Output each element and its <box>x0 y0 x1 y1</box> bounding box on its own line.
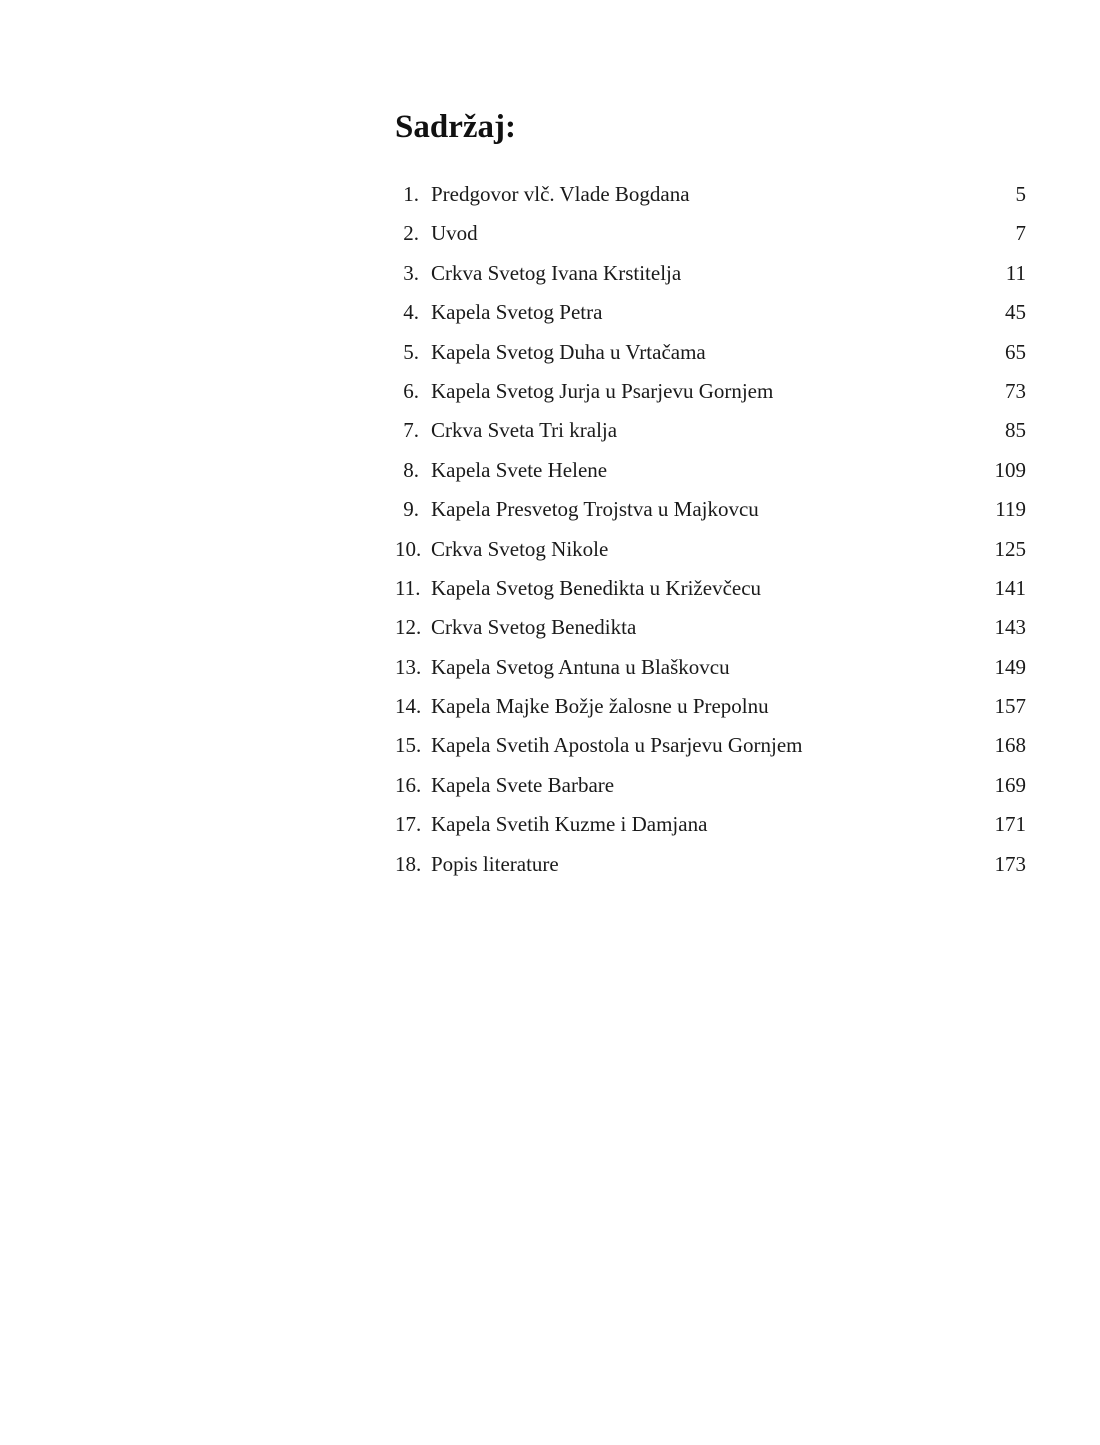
toc-entry-page-number: 7 <box>1015 221 1026 246</box>
toc-entry-title: Kapela Svetog Duha u Vrtačama <box>431 339 706 364</box>
toc-entry-title: Kapela Svetih Apostola u Psarjevu Gornjem <box>431 733 803 758</box>
toc-entry-page-number: 119 <box>995 497 1026 522</box>
toc-entry <box>395 333 1026 372</box>
toc-entry-number: 11. <box>395 575 421 600</box>
toc-entry <box>395 687 1026 726</box>
toc-entry <box>395 766 1026 805</box>
toc-title: Sadržaj: <box>395 109 516 145</box>
toc-entry <box>395 648 1026 687</box>
toc-entry-page-number: 5 <box>1015 182 1026 206</box>
toc-list <box>395 175 1026 884</box>
toc-entry-number: 15. <box>395 733 422 758</box>
toc-entry-number: 5. <box>403 339 419 364</box>
toc-entry-page-number: 169 <box>994 772 1026 797</box>
toc-entry-page-number: 143 <box>994 615 1026 640</box>
toc-entry-number: 13. <box>395 654 422 679</box>
toc-entry <box>395 254 1026 293</box>
toc-entry-title: Kapela Svete Barbare <box>431 772 615 797</box>
toc-entry-page-number: 65 <box>1005 339 1026 364</box>
toc-entry <box>395 175 1026 214</box>
toc-entry-title: Kapela Presvetog Trojstva u Majkovcu <box>431 497 759 522</box>
toc-entry <box>395 845 1026 884</box>
toc-entry <box>395 805 1026 844</box>
toc-entry-page-number: 157 <box>994 694 1026 719</box>
toc-entry-page-number: 45 <box>1005 300 1026 325</box>
toc-entry-number: 17. <box>395 812 422 837</box>
toc-entry-number: 14. <box>395 694 422 719</box>
toc-entry-number: 9. <box>403 497 419 522</box>
toc-entry-title: Predgovor vlč. Vlade Bogdana <box>431 182 690 206</box>
toc-entry-title: Uvod <box>431 221 478 246</box>
toc-entry-title: Kapela Svetog Petra <box>431 300 603 325</box>
toc-entry <box>395 726 1026 765</box>
toc-entry <box>395 293 1026 332</box>
toc-entry-number: 8. <box>403 457 419 482</box>
toc-entry-number: 1. <box>403 182 419 206</box>
toc-entry-title: Crkva Svetog Nikole <box>431 536 609 561</box>
toc-entry <box>395 569 1026 608</box>
toc-entry <box>395 451 1026 490</box>
toc-entry <box>395 411 1026 450</box>
toc-entry-number: 16. <box>395 772 422 797</box>
toc-entry-page-number: 85 <box>1005 418 1026 443</box>
toc-entry <box>395 530 1026 569</box>
toc-entry-title: Kapela Svetih Kuzme i Damjana <box>431 812 708 837</box>
toc-entry-number: 18. <box>395 851 422 876</box>
toc-entry-number: 12. <box>395 615 422 640</box>
toc-entry-page-number: 125 <box>994 536 1026 561</box>
toc-entry-title: Kapela Svetog Jurja u Psarjevu Gornjem <box>431 378 774 403</box>
toc-entry <box>395 214 1026 253</box>
toc-entry-number: 2. <box>403 221 419 246</box>
toc-entry-title: Kapela Svete Helene <box>431 457 608 482</box>
toc-entry-page-number: 11 <box>1005 260 1026 285</box>
toc-entry-title: Kapela Svetog Benedikta u Križevčecu <box>431 575 762 600</box>
toc-entry-number: 3. <box>403 260 419 285</box>
toc-entry-number: 7. <box>403 418 419 443</box>
toc-entry-title: Crkva Svetog Benedikta <box>431 615 637 640</box>
toc-entry-page-number: 73 <box>1005 378 1026 403</box>
table-of-contents <box>395 104 1026 876</box>
toc-entry-title: Kapela Svetog Antuna u Blaškovcu <box>431 654 730 679</box>
toc-entry <box>395 490 1026 529</box>
toc-entry-page-number: 109 <box>994 457 1026 482</box>
toc-entry-number: 6. <box>403 378 419 403</box>
toc-entry-title: Kapela Majke Božje žalosne u Prepolnu <box>431 694 769 719</box>
toc-entry-page-number: 168 <box>994 733 1026 758</box>
toc-entry-title: Crkva Sveta Tri kralja <box>431 418 618 443</box>
toc-entry-page-number: 149 <box>994 654 1026 679</box>
toc-entry-page-number: 173 <box>994 851 1026 876</box>
toc-entry-page-number: 141 <box>994 575 1026 600</box>
toc-entry-title: Popis literature <box>431 851 559 876</box>
toc-entry <box>395 608 1026 647</box>
toc-entry-title: Crkva Svetog Ivana Krstitelja <box>431 260 682 285</box>
toc-entry-number: 4. <box>403 300 419 325</box>
toc-entry-page-number: 171 <box>994 812 1026 837</box>
toc-entry <box>395 372 1026 411</box>
toc-entry-number: 10. <box>395 536 422 561</box>
